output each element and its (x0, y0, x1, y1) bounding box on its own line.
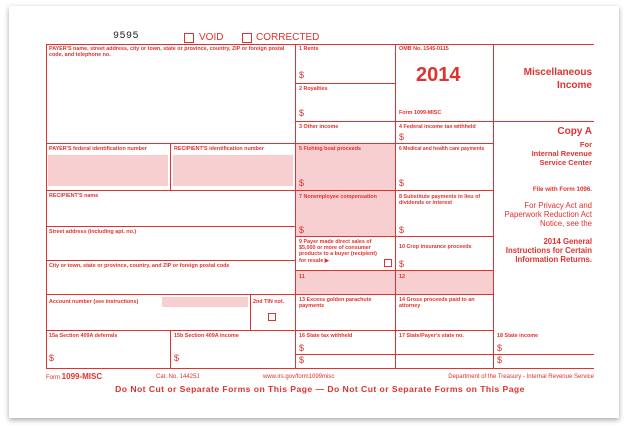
box-6-medical[interactable]: 6 Medical and health care payments $ (396, 144, 494, 191)
footer-url[interactable]: www.irs.gov/form1099misc (263, 374, 335, 380)
footer-dept: Department of the Treasury - Internal Revenue Service (448, 374, 594, 380)
tax-year: 2014 (416, 64, 461, 86)
second-tin-checkbox[interactable] (268, 313, 276, 321)
box-11[interactable]: 11 (296, 271, 396, 295)
box-15b[interactable]: 15b Section 409A income $ (171, 331, 296, 369)
box-1-rents[interactable]: 1 Rents $ (296, 44, 396, 84)
form-1099-misc-sheet (9, 6, 619, 418)
box-10-crop[interactable]: 10 Crop insurance proceeds $ (396, 237, 494, 271)
corrected-checkbox[interactable] (242, 33, 252, 43)
box-9-direct-sales[interactable]: 9 Payer made direct sales of $5,000 or more of consumer products to a buyer (recipient) for resale ▶ (296, 237, 396, 271)
form-code: 9595 (113, 31, 140, 42)
second-tin-box[interactable]: 2nd TIN not. (251, 295, 296, 331)
box-12[interactable]: 12 (396, 271, 494, 295)
box-4-federal-withheld[interactable]: 4 Federal income tax withheld $ (396, 122, 494, 144)
box-8-substitute[interactable]: 8 Substitute payments in lieu of dividends or interest $ (396, 191, 494, 237)
footer-warning: Do Not Cut or Separate Forms on This Page — Do Not Cut or Separate Forms on This Page (115, 384, 525, 394)
box-9-checkbox[interactable] (384, 259, 392, 267)
box-17-state-no[interactable]: 17 State/Payer's state no. (396, 331, 494, 369)
recipient-name-box[interactable]: RECIPIENT'S name (46, 191, 296, 227)
box-15a[interactable]: 15a Section 409A deferrals $ (46, 331, 171, 369)
form-title-box: Miscellaneous Income (494, 44, 594, 122)
box-7-nonemployee[interactable]: 7 Nonemployee compensation $ (296, 191, 396, 237)
void-label: VOID (199, 32, 224, 43)
box-18-state-income[interactable]: 18 State income $ $ (494, 331, 594, 369)
copy-a-panel: Copy A For Internal Revenue Service Center File with Form 1096. For Privacy Act and Paperwork Reduction Act Notice, see the 2014 General Instructions for Certain Information Returns. (504, 126, 592, 264)
corrected-label: CORRECTED (256, 32, 320, 43)
box-2-royalties[interactable]: 2 Royalties $ (296, 84, 396, 122)
box-13-golden-parachute[interactable]: 13 Excess golden parachute payments (296, 295, 396, 331)
account-number-box[interactable]: Account number (see instructions) (46, 295, 251, 331)
payer-tin-box[interactable]: PAYER'S federal identification number (46, 144, 171, 191)
omb-year-box: OMB No. 1545-0115 2014 Form 1099-MISC (396, 44, 494, 122)
city-box[interactable]: City or town, state or province, country, and ZIP or foreign postal code (46, 261, 296, 295)
box-3-other-income[interactable]: 3 Other income (296, 122, 396, 144)
street-address-box[interactable]: Street address (including apt. no.) (46, 227, 296, 261)
box-14-attorney[interactable]: 14 Gross proceeds paid to an attorney (396, 295, 494, 331)
footer-form-name: Form 1099-MISC (46, 372, 103, 381)
box-5-fishing[interactable]: 5 Fishing boat proceeds $ (296, 144, 396, 191)
void-checkbox[interactable] (184, 33, 194, 43)
recipient-tin-box[interactable]: RECIPIENT'S identification number (171, 144, 296, 191)
footer-cat-no: Cat. No. 14425J (156, 374, 200, 380)
payer-name-box[interactable]: PAYER'S name, street address, city or town, state or province, country, ZIP or foreign postal code, and telephone no. (46, 44, 296, 144)
box-16-state-tax[interactable]: 16 State tax withheld $ $ (296, 331, 396, 369)
